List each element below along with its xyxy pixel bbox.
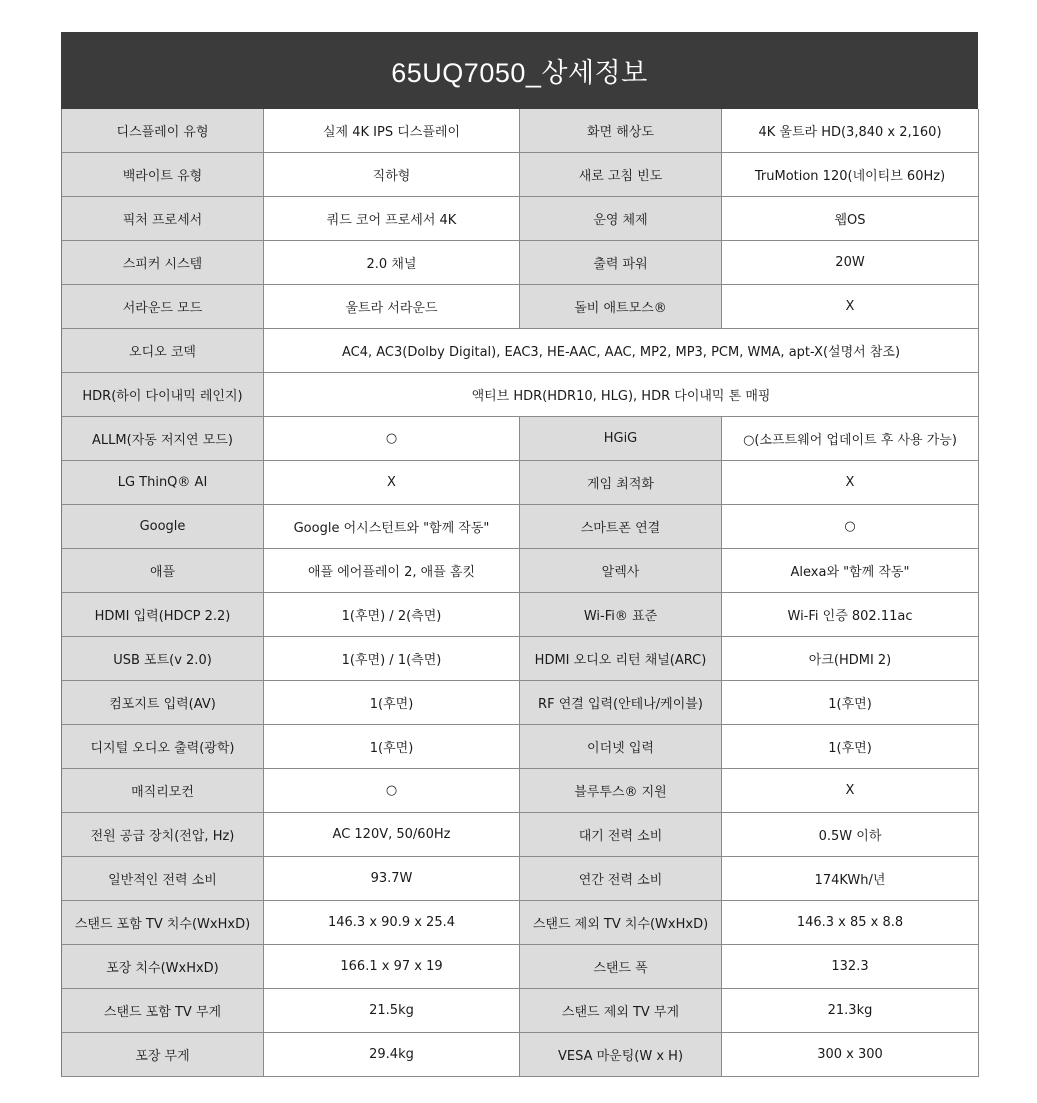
spec-label: 스탠드 폭 [520, 945, 722, 989]
spec-label: RF 연결 입력(안테나/케이블) [520, 681, 722, 725]
table-row [62, 549, 979, 593]
table-row [62, 901, 979, 945]
spec-label: 컴포지트 입력(AV) [62, 681, 264, 725]
spec-label: 오디오 코덱 [62, 329, 264, 373]
spec-value: ○ [722, 505, 979, 549]
spec-value: 실제 4K IPS 디스플레이 [264, 109, 520, 153]
spec-value: 21.5kg [264, 989, 520, 1033]
table-row [62, 153, 979, 197]
spec-label: Wi-Fi® 표준 [520, 593, 722, 637]
spec-value: 2.0 채널 [264, 241, 520, 285]
page-title: 65UQ7050_상세정보 [61, 32, 978, 109]
spec-label: 화면 해상도 [520, 109, 722, 153]
spec-value: X [722, 769, 979, 813]
spec-label: 일반적인 전력 소비 [62, 857, 264, 901]
spec-value: X [722, 285, 979, 329]
spec-value: 21.3kg [722, 989, 979, 1033]
table-row [62, 285, 979, 329]
table-row [62, 417, 979, 461]
spec-value: AC4, AC3(Dolby Digital), EAC3, HE-AAC, AAC, MP2, MP3, PCM, WMA, apt-X(설명서 참조) [264, 329, 979, 373]
spec-value: 300 x 300 [722, 1033, 979, 1077]
spec-label: 대기 전력 소비 [520, 813, 722, 857]
spec-label: 돌비 애트모스® [520, 285, 722, 329]
spec-label: HGiG [520, 417, 722, 461]
spec-label: Google [62, 505, 264, 549]
spec-label: 스탠드 제외 TV 무게 [520, 989, 722, 1033]
table-row [62, 857, 979, 901]
table-row [62, 1033, 979, 1077]
spec-value: 146.3 x 90.9 x 25.4 [264, 901, 520, 945]
spec-value: 174KWh/년 [722, 857, 979, 901]
spec-value: ○(소프트웨어 업데이트 후 사용 가능) [722, 417, 979, 461]
spec-label: 디스플레이 유형 [62, 109, 264, 153]
table-row [62, 813, 979, 857]
spec-label: 포장 무게 [62, 1033, 264, 1077]
table-row [62, 461, 979, 505]
spec-label: 운영 체제 [520, 197, 722, 241]
spec-label: 스피커 시스템 [62, 241, 264, 285]
spec-value: 1(후면) [722, 681, 979, 725]
spec-value: Wi-Fi 인증 802.11ac [722, 593, 979, 637]
spec-label: 스탠드 포함 TV 치수(WxHxD) [62, 901, 264, 945]
spec-table-body [62, 109, 979, 1077]
table-row [62, 373, 979, 417]
spec-label: 포장 치수(WxHxD) [62, 945, 264, 989]
spec-table [61, 109, 979, 1077]
spec-label: 게임 최적화 [520, 461, 722, 505]
spec-value: Google 어시스턴트와 "함께 작동" [264, 505, 520, 549]
spec-value: 액티브 HDR(HDR10, HLG), HDR 다이내믹 톤 매핑 [264, 373, 979, 417]
spec-label: 연간 전력 소비 [520, 857, 722, 901]
spec-sheet [61, 32, 978, 1077]
spec-value: 93.7W [264, 857, 520, 901]
spec-value: 아크(HDMI 2) [722, 637, 979, 681]
spec-value: 직하형 [264, 153, 520, 197]
table-row [62, 989, 979, 1033]
spec-value: TruMotion 120(네이티브 60Hz) [722, 153, 979, 197]
spec-value: 166.1 x 97 x 19 [264, 945, 520, 989]
spec-value: 146.3 x 85 x 8.8 [722, 901, 979, 945]
spec-label: 출력 파워 [520, 241, 722, 285]
spec-value: 애플 에어플레이 2, 애플 홈킷 [264, 549, 520, 593]
spec-value: 1(후면) / 2(측면) [264, 593, 520, 637]
spec-value: 132.3 [722, 945, 979, 989]
spec-label: HDMI 오디오 리턴 채널(ARC) [520, 637, 722, 681]
spec-value: Alexa와 "함께 작동" [722, 549, 979, 593]
spec-label: 애플 [62, 549, 264, 593]
spec-value: 1(후면) [264, 681, 520, 725]
spec-value: X [722, 461, 979, 505]
table-row [62, 725, 979, 769]
spec-label: HDR(하이 다이내믹 레인지) [62, 373, 264, 417]
table-row [62, 241, 979, 285]
spec-value: 웹OS [722, 197, 979, 241]
spec-value: 1(후면) / 1(측면) [264, 637, 520, 681]
spec-value: ○ [264, 417, 520, 461]
spec-value: 20W [722, 241, 979, 285]
table-row [62, 197, 979, 241]
spec-value: AC 120V, 50/60Hz [264, 813, 520, 857]
table-row [62, 637, 979, 681]
spec-label: 스탠드 제외 TV 치수(WxHxD) [520, 901, 722, 945]
spec-value: 1(후면) [264, 725, 520, 769]
spec-label: LG ThinQ® AI [62, 461, 264, 505]
spec-label: 픽처 프로세서 [62, 197, 264, 241]
spec-label: 백라이트 유형 [62, 153, 264, 197]
spec-value: 29.4kg [264, 1033, 520, 1077]
spec-label: 스마트폰 연결 [520, 505, 722, 549]
spec-label: USB 포트(v 2.0) [62, 637, 264, 681]
spec-label: 새로 고침 빈도 [520, 153, 722, 197]
table-row [62, 945, 979, 989]
table-row [62, 329, 979, 373]
spec-label: 알렉사 [520, 549, 722, 593]
spec-label: 블루투스® 지원 [520, 769, 722, 813]
spec-value: 4K 울트라 HD(3,840 x 2,160) [722, 109, 979, 153]
spec-label: 스탠드 포함 TV 무게 [62, 989, 264, 1033]
spec-label: HDMI 입력(HDCP 2.2) [62, 593, 264, 637]
table-row [62, 593, 979, 637]
spec-value: X [264, 461, 520, 505]
spec-value: 1(후면) [722, 725, 979, 769]
spec-value: 울트라 서라운드 [264, 285, 520, 329]
spec-label: 매직리모컨 [62, 769, 264, 813]
spec-label: 전원 공급 장치(전압, Hz) [62, 813, 264, 857]
spec-value: 쿼드 코어 프로세서 4K [264, 197, 520, 241]
spec-label: 이더넷 입력 [520, 725, 722, 769]
table-row [62, 505, 979, 549]
spec-value: 0.5W 이하 [722, 813, 979, 857]
spec-label: ALLM(자동 저지연 모드) [62, 417, 264, 461]
spec-label: 서라운드 모드 [62, 285, 264, 329]
table-row [62, 109, 979, 153]
spec-label: VESA 마운팅(W x H) [520, 1033, 722, 1077]
spec-value: ○ [264, 769, 520, 813]
spec-label: 디지털 오디오 출력(광학) [62, 725, 264, 769]
table-row [62, 681, 979, 725]
table-row [62, 769, 979, 813]
